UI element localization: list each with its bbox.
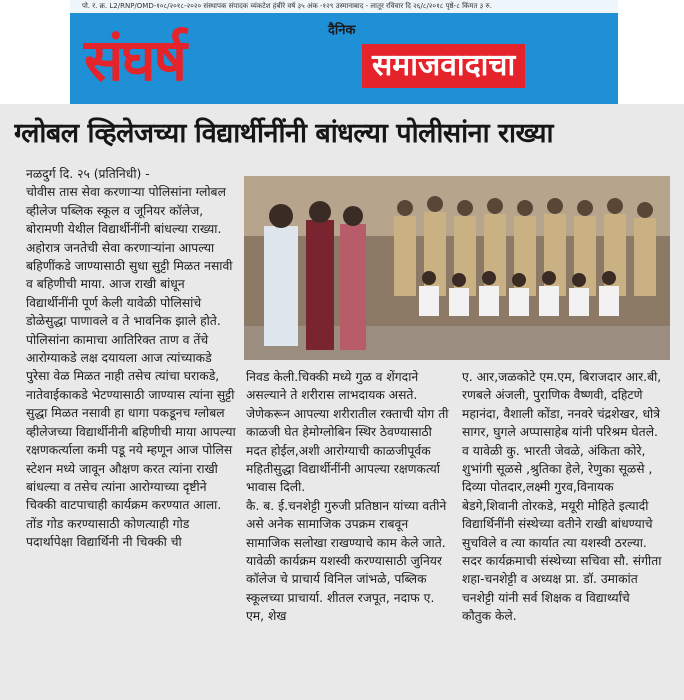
article-column-3 [462,368,662,626]
article-column-2-text: निवड केली.चिक्की मध्ये गुळ व शेंगदाने असल्याने ते शरीरास लाभदायक असते. जेणेकरून आपल्या शरीरातील रक्ताची योग ती काळजी घेत हेमोग्लोबिन स्थिर ठेवण्यासाठी मदत होईल,अशी आरोग्याची काळजीपूर्वक महितीसुद्धा विद्यार्थीनींनी आपल्या रक्षणकर्त्या भावास दिली. कै. ब. ई.चनशेट्टी गुरुजी प्रतिष्ठान यांच्या वतीने असे अनेक सामाजिक उपक्रम राबवून सामाजिक सलोखा राखण्याचे काम केले जाते. यावेळी कार्यक्रम यशस्वी करण्यासाठी जुनियर कॉलेज चे प्राचार्य विनिल जांभळे, पब्लिक स्कूलच्या प्राचार्या. शीतल रजपूत, नदाफ ए. एम, शेख [246,370,449,624]
article-column-1 [26,165,238,552]
masthead-title-sub: समाजवादाचा [362,44,525,88]
article-photo [244,176,670,360]
article-column-2 [246,368,454,626]
masthead-title-main: संघर्ष [84,26,186,94]
article-column-1-text: नळदुर्ग दि. २५ (प्रतिनिधी) - चोवीस तास सेवा करणाऱ्या पोलिसांना ग्लोबल व्हीलेज पब्लिक स्कूल व जूनियर कॉलेज, बोरामणी येथील विद्यार्थीनींनी बांधल्या राख्या. अहोरात्र जनतेची सेवा करणाऱ्यांना आपल्या बहिणींकडे जाण्यासाठी सुधा सुट्टी मिळत नसावी व बहिणीची माया. आज राखी बांधून विद्यार्थीनींनी पूर्ण केली यावेळी पोलिसांचे डोळेसुद्धा पाणावले व ते भावनिक झाले होते. पोलिसांना कामाचा आतिरिक्त ताण व तेंचे आरोग्याकडे लक्ष दयायला आज त्यांच्याकडे पुरेसा वेळ मिळत नाही तसेच त्यांचा घराकडे, नातेवाईकाकडे भेटण्यासाठी जाण्यास त्यांना सुट्टी सुद्धा मिळत नसावी हा धागा पकडूनच ग्लोबल व्हीलेजच्या विद्यार्थीनीनी बहिणीची माया आपल्या रक्षणकर्त्याला कमी पडू नये म्हणून आज पोलिस स्टेशन मध्ये जावून औक्षण करत त्यांना राखी बांधल्या व तसेच त्यांना आरोग्याच्या दृष्टीने चिक्की वाटपाचाही कार्यक्रम करण्यात आला. तोंड गोड करण्यासाठी कोणत्याही गोड पदार्थापेक्षा विद्यार्थिनी नी चिक्की ची [26,167,236,550]
newspaper-masthead [70,0,618,104]
masthead-dainik-label: दैनिक [328,23,356,38]
group-photo-illustration [244,176,670,360]
masthead-registration-strip: पो. र. क्र. L2/RNP/OMD-१०८/२०१८-२०२० संस्थापक संपादक व्यंकटेश हंबीरे वर्ष ३५ अंक -१२९ उस्मानाबाद - लातूर रविवार दि २६/८/२०१८ पृष्ठे-८ किंमत ३ रु. [70,0,618,13]
article-headline: ग्लोबल व्हिलेजच्या विद्यार्थीनींनी बांधल्या पोलीसांना राख्या [14,118,553,149]
article-column-3-text: ए. आर,जळकोटे एम.एम, बिराजदार आर.बी, रणबले अंजली, पुराणिक वैष्णवी, दहिटणे महानंदा, वैशाली कोंडा, ननवरे चंद्रशेखर, धोत्रे सागर, घुगले अप्पासाहेब यांनी परिश्रम घेतले. व यावेळी कु. भारती जेवळे, अंकिता कोरे, शुभांगी सूळसे ,श्रुतिका हेले, रेणुका सूळसे , दिव्या पोतदार,लक्ष्मी गुरव,विनायक बेडगे,शिवानी तोरकडे, मयूरी मोहिते इत्यादी विद्यार्थिनींनी संस्थेच्या वतीने राखी बांधण्याचे सुचविले व त्या कार्यात त्या यशस्वी ठरल्या. सदर कार्यक्रमाची संस्थेच्या सचिवा सौ. संगीता शहा-चनशेट्टी व अध्यक्ष प्रा. डॉ. उमाकांत चनशेट्टी यांनी सर्व शिक्षक व विद्यार्थ्यांचे कौतुक केले. [462,370,662,624]
